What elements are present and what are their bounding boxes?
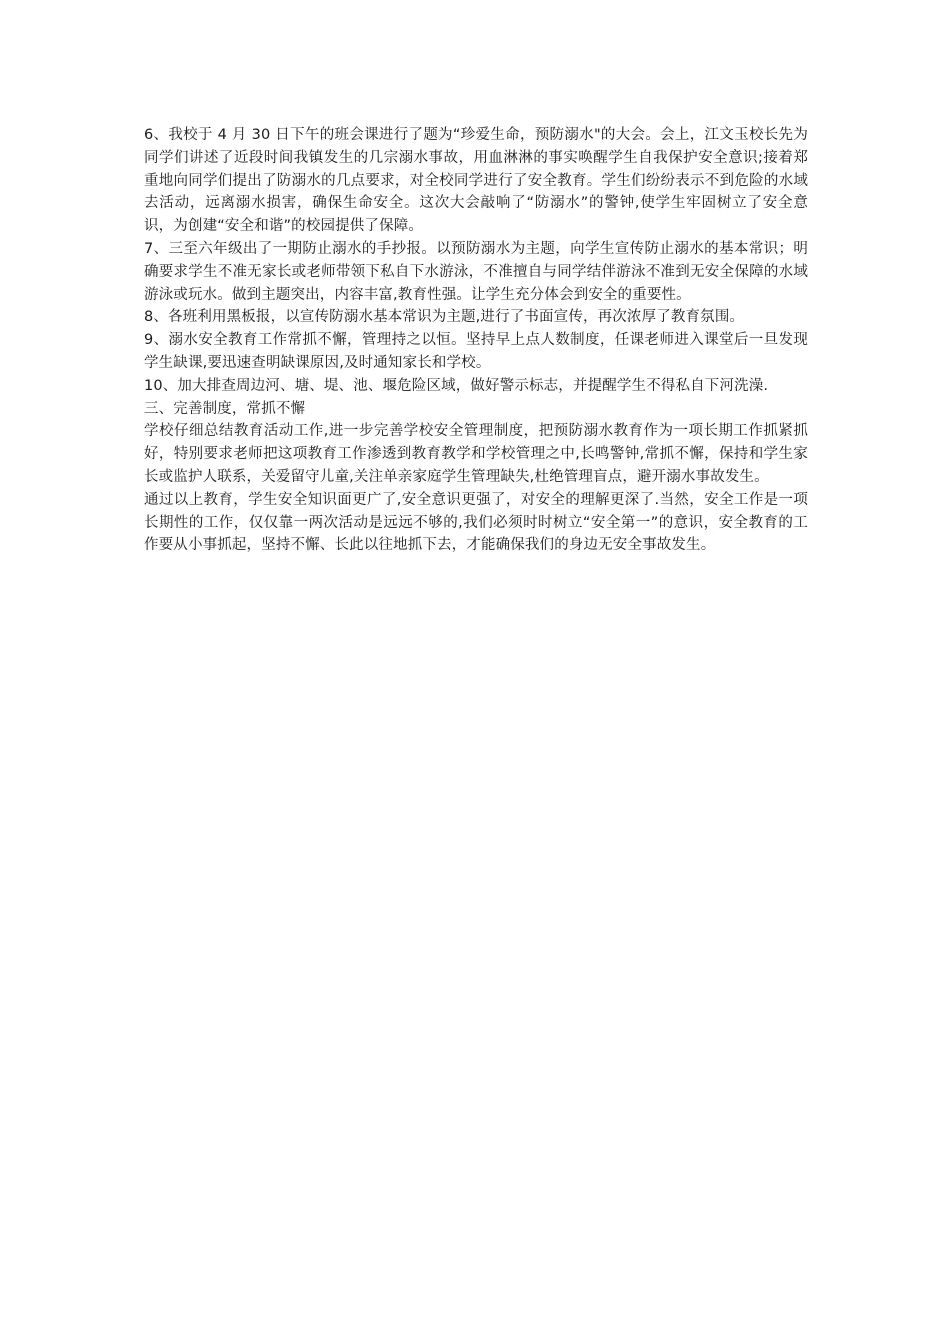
conclusion-paragraph: 通过以上教育，学生安全知识面更广了,安全意识更强了，对安全的理解更深了.当然，安全工作是一项长期性的工作，仅仅靠一两次活动是远远不够的,我们必须时时树立“安全第一”的意识，安全教育的工作要从小事抓起，坚持不懈、长此以往地抓下去，才能确保我们的身边无安全事故发生。 xyxy=(144,491,808,554)
section-paragraph: 学校仔细总结教育活动工作,进一步完善学校安全管理制度，把预防溺水教育作为一项长期工作抓紧抓好，特别要求老师把这项教育工作渗透到教育教学和学校管理之中,长鸣警钟,常抓不懈，保持和学生家长或监护人联系，关爱留守儿童,关注单亲家庭学生管理缺失,杜绝管理盲点，避开溺水事故发生。 xyxy=(144,423,808,485)
paragraph-item-10: 10、加大排查周边河、塘、堤、池、堰危险区域，做好警示标志，并提醒学生不得私自下河洗澡. xyxy=(144,377,769,394)
paragraph-item-7: 7、三至六年级出了一期防止溺水的手抄报。以预防溺水为主题，向学生宣传防止溺水的基本常识；明确要求学生不准无家长或老师带领下私自下水游泳，不准擅自与同学结伴游泳不准到无安全保障的水域游泳或玩水。做到主题突出，内容丰富,教育性强。让学生充分体会到安全的重要性。 xyxy=(144,240,808,303)
paragraph-item-6: 6、我校于 4 月 30 日下午的班会课进行了题为“珍爱生命，预防溺水"的大会。会上，江文玉校长先为同学们讲述了近段时间我镇发生的几宗溺水事故，用血淋淋的事实唤醒学生自我保护安全意识;接着郑重地向同学们提出了防溺水的几点要求，对全校同学进行了安全教育。学生们纷纷表示不到危险的水域去活动，远离溺水损害，确保生命安全。这次大会敲响了“防溺水”的警钟,使学生牢固树立了安全意识，为创建“安全和谐”的校园提供了保障。 xyxy=(144,127,808,235)
paragraph-item-8: 8、各班利用黑板报，以宣传防溺水基本常识为主题,进行了书面宣传，再次浓厚了教育氛围。 xyxy=(144,309,745,326)
paragraph-item-9: 9、溺水安全教育工作常抓不懈，管理持之以恒。坚持早上点人数制度，任课老师进入课堂后一旦发现学生缺课,要迅速查明缺课原因,及时通知家长和学校。 xyxy=(144,332,808,371)
section-heading: 三、完善制度，常抓不懈 xyxy=(144,400,306,417)
document-body xyxy=(144,124,808,557)
